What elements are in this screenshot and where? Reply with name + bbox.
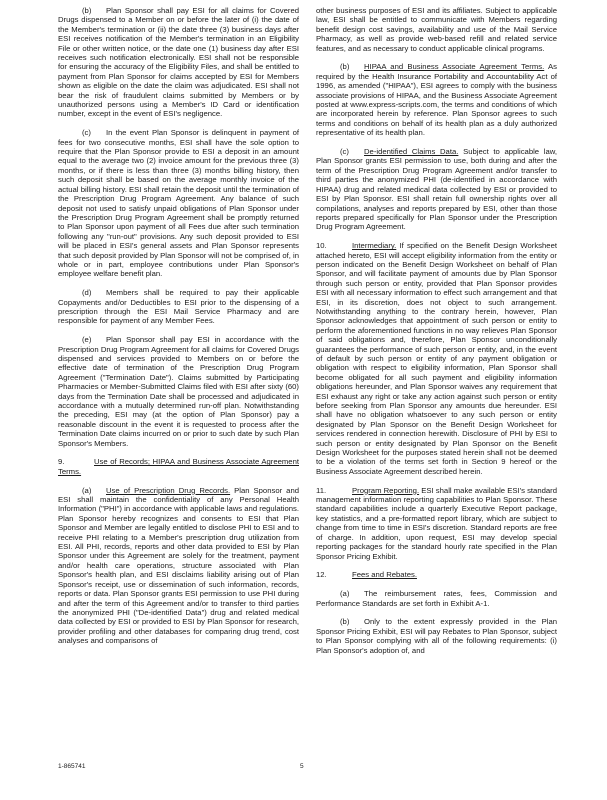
paragraph-label: (a) — [82, 485, 92, 495]
paragraph-9b — [316, 62, 557, 137]
left-column — [58, 6, 299, 655]
paragraph-text: Members shall be required to pay their applicable Copayments and/or Deductibles to ESI prior to the dispensing of a prescription through the ESI Mail Service Pharmacy and are responsible for payment of any Member Fees. — [58, 288, 299, 326]
section-11 — [316, 486, 557, 561]
paragraph-title: Use of Prescription Drug Records. — [106, 485, 231, 495]
paragraph-label: (b) — [340, 617, 350, 627]
paragraph-12b — [316, 617, 557, 655]
paragraph-text: If specified on the Benefit Design Worksheet attached hereto, ESI will accept eligibility information from the entity or person indicated on the Benefit Design Worksheet on behalf of Plan Sponsor, and will facilitate payment of amounts due by Plan Sponsor through such person or entity, provided that Plan Sponsor provides ESI with all necessary information to effect such arrangement and that ESI, in its discretion, does not object to such arrangement. Notwithstanding anything to the contrary herein, however, Plan Sponsor acknowledges that appointment of such person or entity to perform the aforementioned functions in no way relieves Plan Sponsor of said obligations and, therefore, Plan Sponsor unconditionally guarantees the performance of such person or entity, and, in the event of default by such person or entity of any payment obligation or obligation with respect to eligibility information, Plan Sponsor shall become obligated for all such payment and eligibility information obligations hereunder, and Plan Sponsor waives any requirement that ESI exhaust any right or take any action against such person or entity before seeking from Plan Sponsor any amounts due hereunder. ESI shall have no obligation whatsoever to any such person or entity designated by Plan Sponsor on the Benefit Design Worksheet for services rendered in connection herewith. Disclosure of PHI by ESI to such person or entity designated by Plan Sponsor on the Benefit Design Worksheet for the purposes stated herein shall not be deemed to be a violation of the terms set forth in Section 9 hereof or the Business Associate Agreement described herein. — [316, 241, 557, 476]
paragraph-label: (e) — [82, 335, 92, 345]
paragraph-9a-continued — [316, 6, 557, 53]
section-number: 12. — [316, 570, 327, 580]
paragraph-label: (b) — [340, 62, 350, 72]
paragraph-8c — [58, 128, 299, 279]
paragraph-text: Only to the extent expressly provided in the Plan Sponsor Pricing Exhibit, ESI will pay Rebates to Plan Sponsor, subject to Plan Sponsor complying with all of the following requirements: (i) Plan Sponsor's adoption of, and — [316, 617, 557, 655]
section-9-heading — [58, 457, 299, 476]
section-title: Program Reporting. — [352, 485, 420, 495]
paragraph-label: (b) — [82, 6, 92, 15]
paragraph-8b — [58, 6, 299, 119]
paragraph-label: (a) — [340, 589, 350, 599]
paragraph-text: Plan Sponsor shall pay ESI for all claims for Covered Drugs dispensed to a Member on or before the later of (i) the date of the Member's termination or (ii) the date three (3) business days after ESI receives notification of the Member's termination in an Eligibility File or other written notice, or the date one (1) business day after ESI receives such notification electronically. ESI shall not be responsible for ensuring the accuracy of the Eligibility Files, and shall be entitled to payment from Plan Sponsor for claims accepted by ESI for Members shown as eligible on the date the claim was adjudicated. ESI shall not bear the risk of fraudulent claims submitted by Members or by unauthorized persons using a Member's ID Card or identification number, except in the event of ESI's negligence. — [58, 6, 299, 119]
paragraph-label: (c) — [340, 147, 349, 157]
paragraph-title: HIPAA and Business Associate Agreement Terms. — [364, 62, 545, 72]
paragraph-12a — [316, 589, 557, 608]
paragraph-9a — [58, 486, 299, 646]
paragraph-title: De-identified Claims Data. — [364, 147, 459, 157]
section-title: Use of Records; HIPAA and Business Associate Agreement Terms. — [58, 457, 299, 476]
section-12-heading — [316, 570, 557, 579]
paragraph-8e — [58, 335, 299, 448]
paragraph-text: ESI shall make available ESI's standard management information reporting capabilities to Plan Sponsor. These standard capabilities include a quarterly Executive Report package, key statistics, and a pre-formatted report library, which are subject to change from time to time in ESI's discretion. Standard reports are free of charge. In addition, upon request, ESI may develop special reporting packages for the standard hourly rate specified in the Plan Sponsor Pricing Exhibit. — [316, 485, 557, 561]
section-number: 9. — [58, 457, 65, 467]
paragraph-text: In the event Plan Sponsor is delinquent in payment of fees for two consecutive months, ESI shall have the sole option to require that the Plan Sponsor provide to ESI a deposit in an amount equal to the average two (2) invoice amount for the previous three (3) months, or if there is less than three (3) months billing history, then such deposit shall be based on the average monthly invoice of the actual billing history. ESI shall retain the deposit until the termination of the Prescription Drug Program Agreement. Any balance of such deposit not used to satisfy unpaid obligations of Plan Sponsor under the Prescription Drug Program Agreement shall be promptly returned to Plan Sponsor upon payment of all Fees due after such termination following any "run-out" provisions. Any such deposit provided to ESI will be placed in ESI's general assets and Plan Sponsor represents that such deposit provided by Plan Sponsor will not be comprised of, in whole or in part, employee contributions under Plan Sponsor's employee welfare benefit plan. — [58, 128, 300, 279]
section-10 — [316, 241, 557, 476]
paragraph-label: (c) — [82, 128, 91, 138]
section-title: Fees and Rebates. — [352, 570, 417, 580]
paragraph-text: As required by the Health Insurance Portability and Accountability Act of 1996, as amended ("HIPAA"), ESI agrees to comply with the business associate provisions of HIPAA, and the Business Associate Agreement posted at www.express-scripts.com, the terms and conditions of which are incorporated herein by reference. Plan Sponsor agrees to such terms and conditions on behalf of its health plan as a duly authorized representative of its health plan. — [316, 62, 558, 138]
paragraph-text: Plan Sponsor and ESI shall maintain the confidentiality of any Personal Health Information ("PHI") in accordance with applicable laws and regulations. Plan Sponsor hereby recognizes and consents to ESI that Plan Sponsor and Member are legally entitled to disclose PHI to ESI and to receive PHI relating to a Member's prescription drug utilization from ESI. All PHI, records, reports and other data provided to ESI by Plan Sponsor under this Agreement are solely for the treatment, payment and/or health care operations, structure associated with Plan Sponsor's health plan, and ESI disclaims liability arising out of Plan Sponsor's receipt, use or dissemination of such information, records, reports or data. Plan Sponsor grants ESI permission to use PHI during and after the term of this Agreement and/or to transfer to third parties the anonymized PHI ("De-identified Data") drug and related medical data collected by ESI or provided to ESI by Plan Sponsor for research, provider profiling and other databases for comparing drug trend, cost analyses and comparisons of — [58, 485, 299, 646]
section-number: 11. — [316, 485, 327, 495]
paragraph-text: Plan Sponsor shall pay ESI in accordance with the Prescription Drug Program Agreement for all claims for Covered Drugs dispensed and services provided to Members on or before the effective date of termination of the Prescription Drug Program Agreement ("Termination Date"). Claims submitted by Participating Pharmacies or Member-Submitted Claims filed with ESI after sixty (60) days from the Termination Date shall be processed and adjudicated in accordance with a mutually determined run-off plan. Notwithstanding the preceding, ESI may (at the option of Plan Sponsor) pay a reasonable discount in the event it is requested to process after the Termination Date claims incurred on or prior to such date by such Plan Sponsor's Members. — [58, 335, 299, 448]
paragraph-label: (d) — [82, 288, 92, 298]
section-title: Intermediary. — [352, 241, 397, 251]
right-column — [316, 6, 557, 664]
page-number: 5 — [300, 763, 304, 770]
document-id: 1-865741 — [58, 763, 86, 770]
paragraph-text: Subject to applicable law, Plan Sponsor grants ESI permission to use, both during and after the term of the Prescription Drug Program Agreement and/or transfer to third parties the anonymized PHI (de-identified in accordance with HIPAA) drug and related medical data collected by ESI or provided to ESI by Plan Sponsor. ESI shall retain full ownership rights over all compilations, analyses and reports prepared by ESI, other than those reports prepared specifically for Plan Sponsor under the Prescription Drug Program Agreement. — [316, 147, 558, 232]
section-number: 10. — [316, 241, 327, 251]
paragraph-text: other business purposes of ESI and its affiliates. Subject to applicable law, ESI shall be entitled to communicate with Members regarding benefit design cost savings, availability and use of the Mail Service Pharmacy, as well as provide web-based refill and related service features, and as necessary to conduct applicable clinical programs. — [316, 6, 557, 53]
paragraph-text: The reimbursement rates, fees, Commission and Performance Standards are set forth in Exhibit A-1. — [316, 589, 557, 608]
paragraph-8d — [58, 288, 299, 326]
paragraph-9c — [316, 147, 557, 232]
